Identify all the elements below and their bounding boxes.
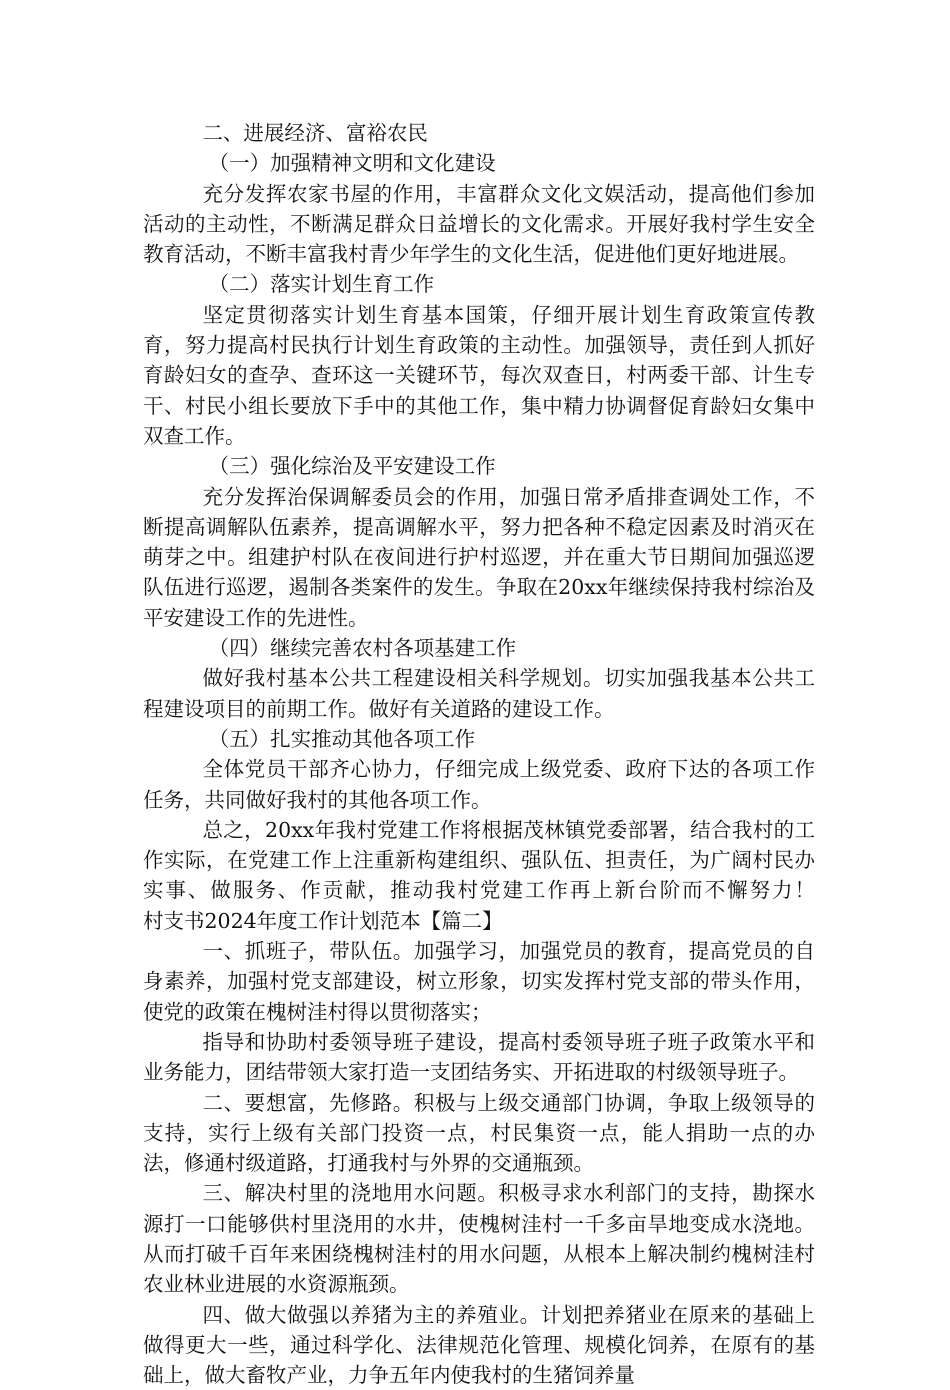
subsection-title: （四）继续完善农村各项基建工作 <box>208 636 517 661</box>
paragraph: 四、做大做强以养猪为主的养殖业。计划把养猪业在原来的基础上做得更大一些，通过科学化、法律规范化管理、规模化饲养，在原有的基础上，做大畜牧产业，力争五年内使我村的生猪饲养量 <box>143 1302 815 1388</box>
paragraph: 三、解决村里的浇地用水问题。积极寻求水利部门的支持，勘探水源打一口能够供村里浇用的水井，使槐树洼村一千多亩旱地变成水浇地。从而打破千百年来困绕槐树洼村的用水问题，从根本上解决制约槐树洼村农业林业进展的水资源瓶颈。 <box>143 1181 815 1297</box>
section-heading: 二、进展经济、富裕农民 <box>202 121 428 145</box>
subsection-title: （二）落实计划生育工作 <box>208 272 435 297</box>
paragraph: 做好我村基本公共工程建设相关科学规划。切实加强我基本公共工程建设项目的前期工作。做好有关道路的建设工作。 <box>143 666 815 721</box>
paragraph: 指导和协助村委领导班子建设，提高村委领导班子班子政策水平和业务能力，团结带领大家打造一支团结务实、开拓进取的村级领导班子。 <box>143 1029 815 1085</box>
subsection-title: （一）加强精神文明和文化建设 <box>208 151 496 176</box>
paragraph: 一、抓班子，带队伍。加强学习，加强党员的教育，提高党员的自身素养，加强村党支部建设，树立形象，切实发挥村党支部的带头作用，使党的政策在槐树洼村得以贯彻落实； <box>143 939 815 1024</box>
paragraph: 充分发挥治保调解委员会的作用，加强日常矛盾排查调处工作，不断提高调解队伍素养，提高调解水平，努力把各种不稳定因素及时消灭在萌芽之中。组建护村队在夜间进行护村巡逻，并在重大节日期间加强巡逻队伍进行巡逻，遏制各类案件的发生。争取在20xx年继续保持我村综治及平安建设工作的先进性。 <box>143 484 815 630</box>
paragraph: 充分发挥农家书屋的作用，丰富群众文化文娱活动，提高他们参加活动的主动性，不断满足群众日益增长的文化需求。开展好我村学生安全教育活动，不断丰富我村青少年学生的文化生活，促进他们更好地进展。 <box>143 181 815 267</box>
paragraph: 坚定贯彻落实计划生育基本国策，仔细开展计划生育政策宣传教育，努力提高村民执行计划生育政策的主动性。加强领导，责任到人抓好育龄妇女的查孕、查环这一关键环节，每次双查日，村两委干部、计生专干、村民小组长要放下手中的其他工作，集中精力协调督促育龄妇女集中双查工作。 <box>143 302 815 448</box>
paragraph: 二、要想富，先修路。积极与上级交通部门协调，争取上级领导的支持，实行上级有关部门投资一点，村民集资一点，能人捐助一点的办法，修通村级道路，打通我村与外界的交通瓶颈。 <box>143 1090 815 1176</box>
subsection-title: （三）强化综治及平安建设工作 <box>208 454 496 479</box>
summary-paragraph: 总之，20xx年我村党建工作将根据茂林镇党委部署，结合我村的工作实际，在党建工作上注重新构建组织、强队伍、担责任，为广阔村民办实事、做服务、作贡献，推动我村党建工作再上新台阶而不懈努力！ 村支书2024年度工作计划范本【篇二】 <box>143 817 863 933</box>
paragraph: 全体党员干部齐心协力，仔细完成上级党委、政府下达的各项工作任务，共同做好我村的其他各项工作。 <box>143 757 815 812</box>
document-body <box>143 118 863 1390</box>
subsection-title: （五）扎实推动其他各项工作 <box>208 726 476 751</box>
